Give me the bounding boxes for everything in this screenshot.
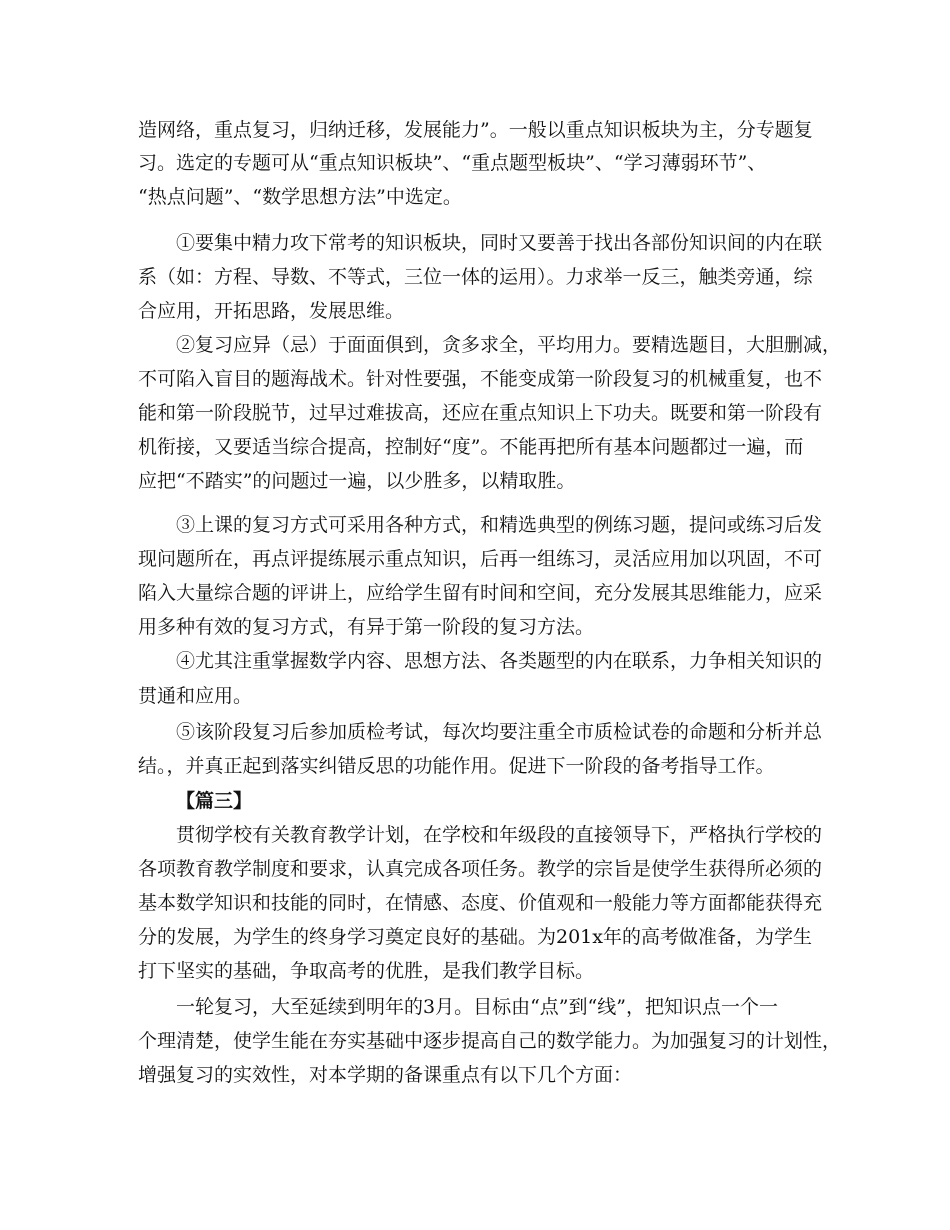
text-line: 用多种有效的复习方式，有异于第一阶段的复习方法。 <box>138 616 595 638</box>
text-line: 机衔接，又要适当综合提高，控制好“度”。不能再把所有基本问题都过一遍，而 <box>138 436 804 458</box>
text-line: 造网络，重点复习，归纳迁移，发展能力”。一般以重点知识板块为主，分专题复 <box>138 119 813 141</box>
text-line: 不可陷入盲目的题海战术。针对性要强，不能变成第一阶段复习的机械重复，也不 <box>138 368 823 390</box>
text-line: ④尤其注重掌握数学内容、思想方法、各类题型的内在联系，力争相关知识的 <box>176 650 823 672</box>
text-line: 打下坚实的基础，争取高考的优胜，是我们教学目标。 <box>138 960 595 982</box>
text-line: “热点问题”、“数学思想方法”中选定。 <box>138 186 462 208</box>
text-line: 个理清楚，使学生能在夯实基础中逐步提高自己的数学能力。为加强复习的计划性， <box>138 1030 842 1052</box>
text-line: 一轮复习，大至延续到明年的3月。目标由“点”到“线”，把知识点一个一 <box>176 996 778 1018</box>
text-line: 习。选定的专题可从“重点知识板块”、“重点题型板块”、“学习薄弱环节”、 <box>138 152 767 174</box>
text-line: 基本数学知识和技能的同时，在情感、态度、价值观和一般能力等方面都能获得充 <box>138 892 823 914</box>
text-line: ⑤该阶段复习后参加质检考试，每次均要注重全市质检试卷的命题和分析并总 <box>176 721 823 743</box>
text-line: 贯彻学校有关教育教学计划，在学校和年级段的直接领导下，严格执行学校的 <box>176 824 823 846</box>
text-line: 现问题所在，再点评提练展示重点知识，后再一组练习，灵活应用加以巩固，不可 <box>138 548 823 570</box>
text-line: 应把“不踏实”的问题过一遍，以少胜多，以精取胜。 <box>138 470 576 492</box>
section-heading: 【篇三】 <box>176 790 253 812</box>
text-line: 陷入大量综合题的评讲上，应给学生留有时间和空间，充分发展其思维能力，应采 <box>138 582 823 604</box>
text-line: 分的发展，为学生的终身学习奠定良好的基础。为201x年的高考做准备，为学生 <box>138 926 812 948</box>
text-line: 结。，并真正起到落实纠错反思的功能作用。促进下一阶段的备考指导工作。 <box>138 755 775 777</box>
text-line: 贯通和应用。 <box>138 685 253 707</box>
text-line: 能和第一阶段脱节，过早过难拔高，还应在重点知识上下功夫。既要和第一阶段有 <box>138 402 823 424</box>
text-line: 增强复习的实效性，对本学期的备课重点有以下几个方面： <box>138 1064 633 1086</box>
text-line: 合应用，开拓思路，发展思维。 <box>138 300 405 322</box>
text-line: 系（如：方程、导数、不等式，三位一体的运用）。力求举一反三，触类旁通，综 <box>138 266 813 288</box>
text-line: ①要集中精力攻下常考的知识板块，同时又要善于找出各部份知识间的内在联 <box>176 232 823 254</box>
text-line: ②复习应异（忌）于面面俱到，贪多求全，平均用力。要精选题目，大胆删减， <box>176 334 842 356</box>
text-line: ③上课的复习方式可采用各种方式，和精选典型的例练习题，提问或练习后发 <box>176 514 823 536</box>
text-line: 各项教育教学制度和要求，认真完成各项任务。教学的宗旨是使学生获得所必须的 <box>138 858 823 880</box>
